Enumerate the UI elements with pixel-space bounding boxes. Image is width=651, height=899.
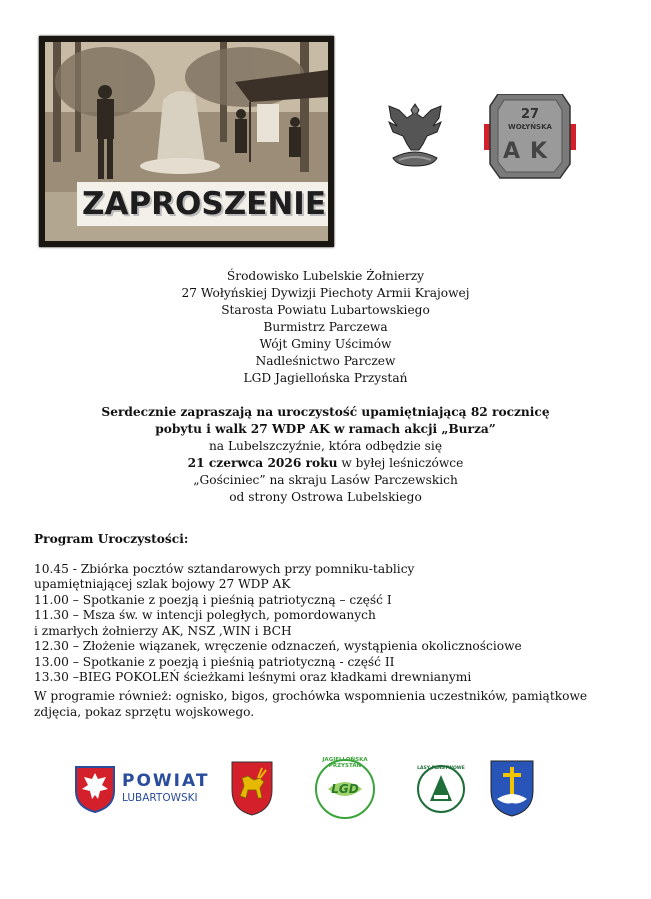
program-item: upamiętniającej szlak bojowy 27 WDP AK <box>34 577 291 591</box>
lasy-panstwowe-logo <box>416 761 466 815</box>
program-item: 10.45 - Zbiórka pocztów sztandarowych przy pomniku-tablicy <box>34 561 415 576</box>
badge-number: 27 <box>520 107 540 122</box>
sponsor-logos <box>0 755 651 825</box>
program-heading: Program Uroczystości: <box>34 532 189 546</box>
badge-text: WOŁYŃSKA <box>508 123 552 131</box>
invitation-line-3: na Lubelszczyźnie, która odbędzie się <box>208 439 443 453</box>
organizer-line: Środowisko Lubelskie Żołnierzy <box>226 269 425 283</box>
invitation-line-2: pobytu i walk 27 WDP AK w ramach akcji „Burza” <box>155 422 496 436</box>
invitation-line-4 <box>0 455 651 472</box>
additional-program: W programie również: ognisko, bigos, grochówka wspomnienia uczestników, pamiątkowe zdjęcia, pokaz sprzętu wojskowego. <box>34 689 588 719</box>
powiat-lubartowski-logo <box>74 765 209 813</box>
organizer-line: LGD Jagiellońska Przystań <box>243 371 408 385</box>
program-item: 11.00 – Spotkanie z poezją i pieśnią patriotyczną – część I <box>34 592 392 607</box>
powiat-label: POWIAT <box>122 771 210 791</box>
invitation-line-5: „Gościniec” na skraju Lasów Parczewskich <box>193 473 458 487</box>
title-box <box>77 182 328 226</box>
memorial-photo <box>45 42 328 241</box>
organizer-line: Starosta Powiatu Lubartowskiego <box>221 303 430 317</box>
badge-letters: AK <box>502 139 558 164</box>
lgd-jagiellonska-logo <box>308 757 382 821</box>
parczew-coat-of-arms-icon <box>230 760 274 816</box>
program-item: i zmarłych żołnierzy AK, NSZ ,WIN i BCH <box>34 623 292 638</box>
event-date: 21 czerwca 2026 roku <box>187 456 338 470</box>
invitation-text <box>0 404 651 506</box>
program-item: 11.30 – Msza św. w intencji poległych, pomordowanych <box>34 608 376 622</box>
organizer-line: 27 Wołyńskiej Dywizji Piechoty Armii Krajowej <box>181 286 470 300</box>
program-item: 13.00 – Spotkanie z poezją i pieśnią patriotyczną - część II <box>34 654 395 669</box>
wdp-ak-badge-icon <box>484 94 576 180</box>
program-section <box>34 532 594 686</box>
organizer-line: Wójt Gminy Uścimów <box>259 337 392 351</box>
uscimow-coat-of-arms-icon <box>489 759 535 817</box>
invitation-line-4-rest: w byłej leśniczówce <box>337 456 464 470</box>
lubartowski-label: LUBARTOWSKI <box>122 792 198 804</box>
jagiellonska-label: JAGIELLOŃSKA PRZYSTAŃ <box>322 757 368 769</box>
program-item: 12.30 – Złożenie wiązanek, wręczenie odznaczeń, wystąpienia okolicznościowe <box>34 639 522 653</box>
powiat-shield-icon <box>74 765 116 813</box>
header-photo-frame <box>39 36 334 247</box>
lasy-label: LASY PAŃSTWOWE <box>417 766 465 771</box>
invitation-line-1: Serdecznie zapraszają na uroczystość upamiętniającą 82 rocznicę <box>101 405 550 419</box>
program-item: 13.30 –BIEG POKOLEŃ ścieżkami leśnymi oraz kładkami drewnianymi <box>34 670 472 684</box>
invitation-line-6: od strony Ostrowa Lubelskiego <box>229 490 422 504</box>
page-title: ZAPROSZENIE <box>81 186 327 222</box>
organizer-line: Nadleśnictwo Parczew <box>255 354 396 368</box>
organizers-list <box>0 268 651 387</box>
organizer-line: Burmistrz Parczewa <box>263 320 388 334</box>
eagle-emblem-icon <box>383 100 447 172</box>
lgd-label: LGD <box>331 782 359 796</box>
